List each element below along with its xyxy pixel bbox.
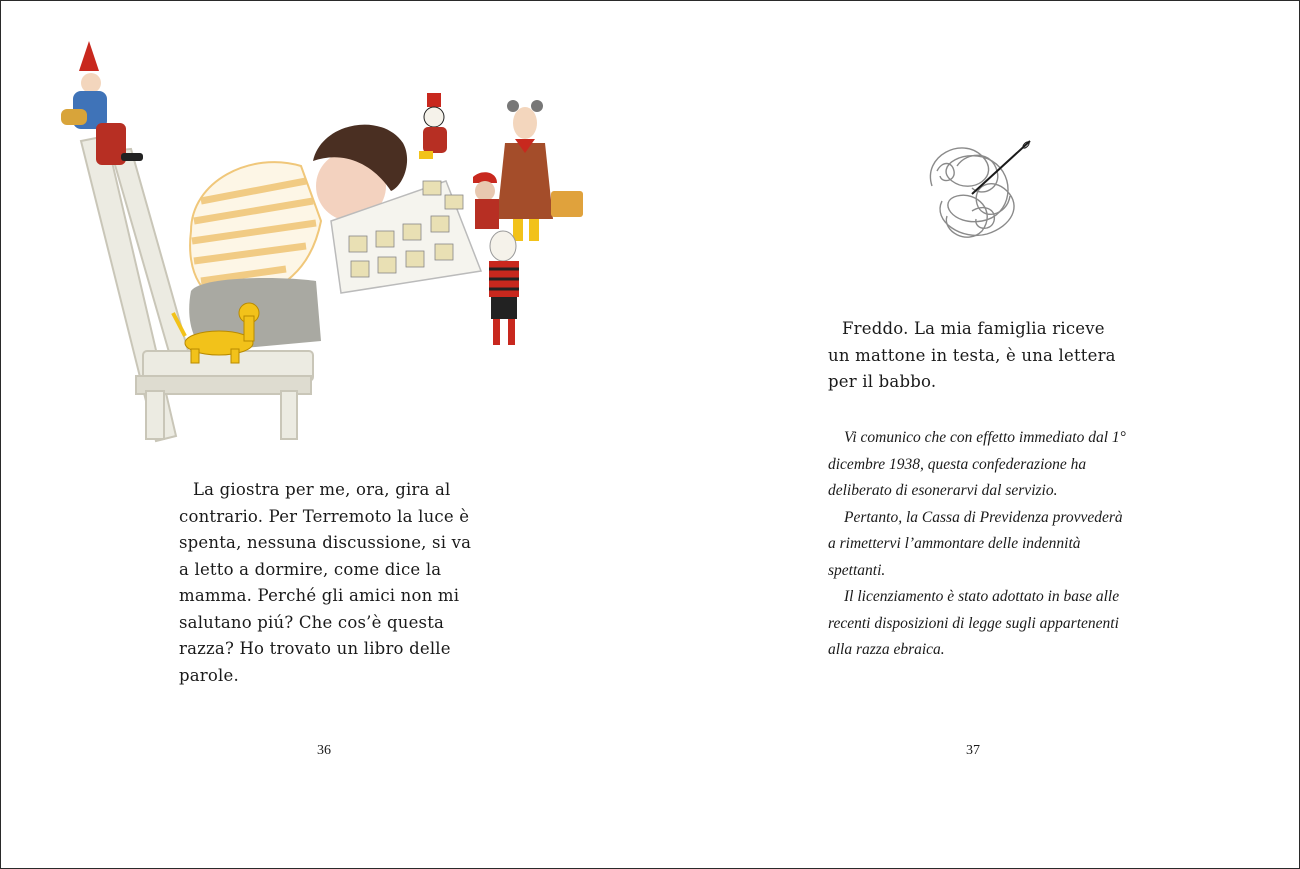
illustration-boy-with-toys xyxy=(51,31,611,451)
toy-figure-top-hat xyxy=(419,93,447,159)
letter-quote xyxy=(828,425,1128,664)
letter-paragraph: Vi comunico che con effetto immediato dal 1° dicembre 1938, questa confederazione ha deliberato di esonerarvi dal servizio. xyxy=(828,429,1126,499)
thread-and-needle-icon xyxy=(912,126,1042,256)
letter-paragraph: Pertanto, la Cassa di Previdenza provvederà a rimettervi l’ammontare delle indennità spettanti. xyxy=(828,508,1123,579)
left-page xyxy=(1,1,650,868)
left-paragraph-text: La giostra per me, ora, gira al contrario. Per Terremoto la luce è spenta, nessuna discussione, si va a letto a dormire, come dice la mamma. Perché gli amici non mi salutano piú? Che cos’è questa razza? Ho trovato un libro delle parole. xyxy=(179,480,472,685)
toy-figure-red-cap xyxy=(473,172,499,229)
left-paragraph xyxy=(179,477,479,689)
toy-figure-striped-boy xyxy=(489,231,519,345)
right-paragraph-text: Freddo. La mia famiglia riceve un mattone in testa, è una lettera per il babbo. xyxy=(828,319,1116,391)
toy-figure-red-hat xyxy=(61,41,143,165)
letter-paragraph: Il licenziamento è stato adottato in base alle recenti disposizioni di legge sugli appartenenti alla razza ebraica. xyxy=(828,588,1120,658)
page-number-left: 36 xyxy=(317,743,331,758)
page-number-right: 37 xyxy=(966,743,980,758)
toy-figure-briefcase xyxy=(497,100,583,241)
right-paragraph xyxy=(828,316,1128,396)
right-page xyxy=(650,1,1299,868)
